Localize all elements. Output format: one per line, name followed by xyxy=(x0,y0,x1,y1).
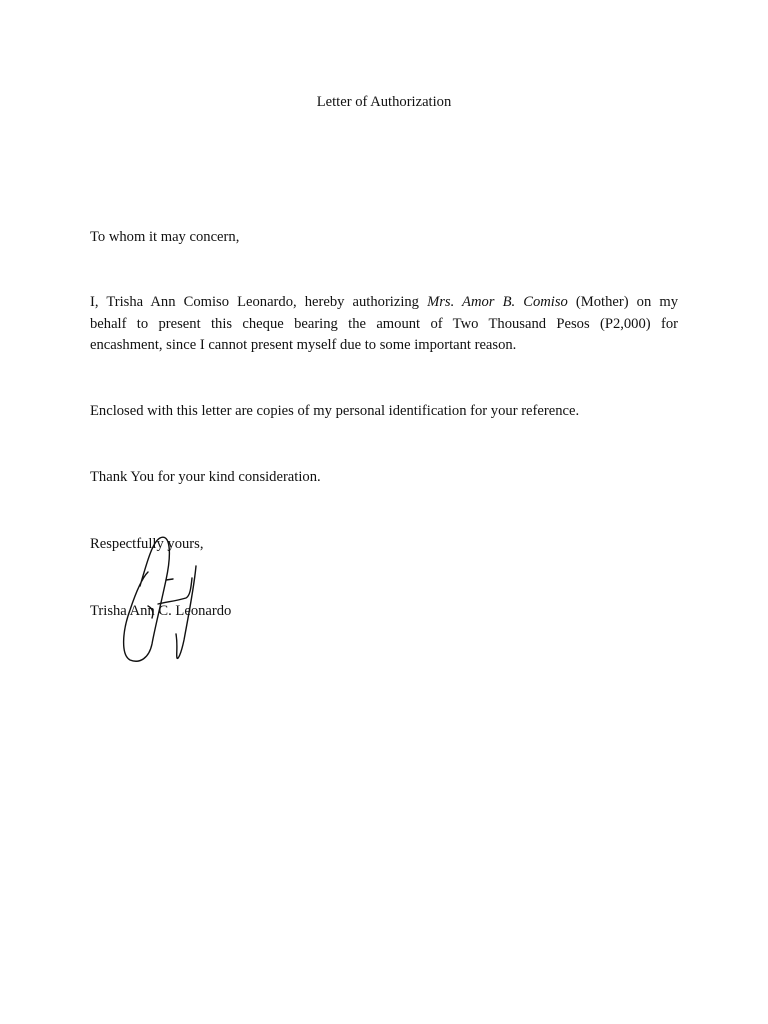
body-line-1 xyxy=(90,292,678,314)
body-line-1-suffix: (Mother) on my xyxy=(567,294,678,310)
letter-title: Letter of Authorization xyxy=(316,94,452,110)
body-line-2: behalf to present this cheque bearing the amount of Two Thousand Pesos (P2,000) for xyxy=(90,315,678,332)
signatory-name: Trisha Ann C. Leonardo xyxy=(90,603,232,619)
enclosure-sentence: Enclosed with this letter are copies of my personal identification for your reference. xyxy=(90,403,580,419)
closing: Respectfully yours, xyxy=(90,536,204,552)
salutation: To whom it may concern, xyxy=(90,229,240,245)
body-line-1-prefix: I, Trisha Ann Comiso Leonardo, hereby authorizing xyxy=(90,294,428,310)
authorized-person-name: Mrs. Amor B. Comiso xyxy=(427,294,568,310)
thanks-sentence: Thank You for your kind consideration. xyxy=(90,469,321,485)
body-line-3: encashment, since I cannot present myself due to some important reason. xyxy=(90,337,517,353)
body-paragraph xyxy=(90,292,678,357)
